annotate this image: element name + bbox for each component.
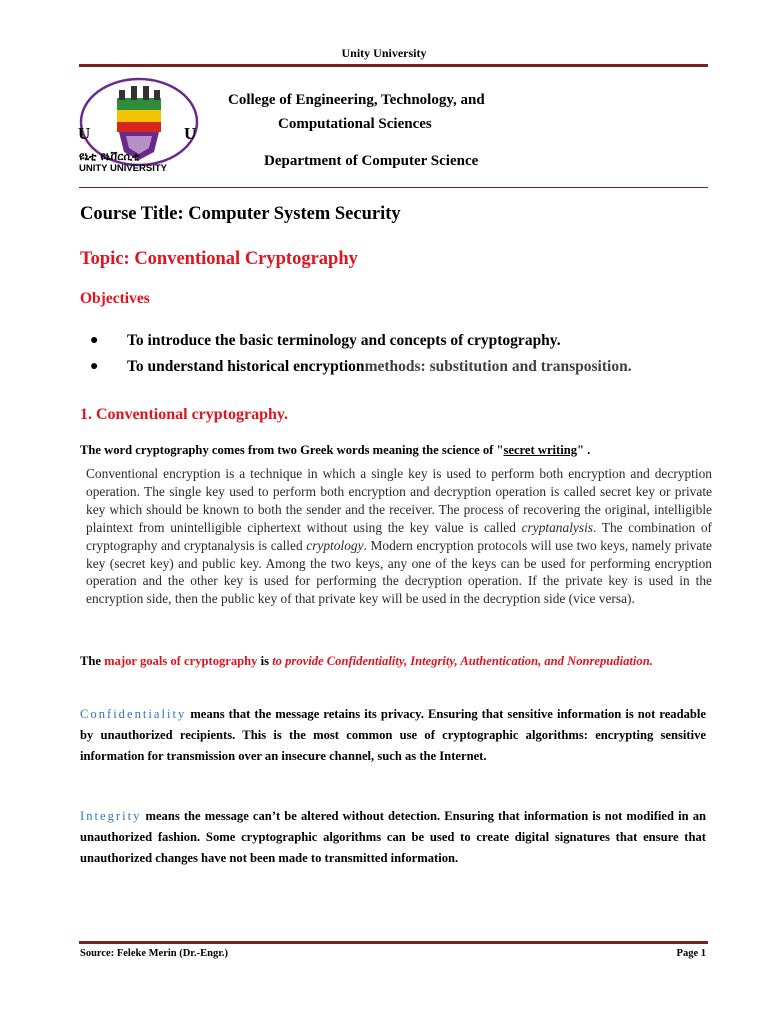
intro-underlined: secret writing <box>503 443 578 457</box>
department-name: Department of Computer Science <box>264 153 479 169</box>
integrity-paragraph <box>80 806 706 869</box>
bullet-icon: ● <box>90 359 99 374</box>
logo-english-text: UNITY UNIVERSITY <box>79 163 167 174</box>
goals-italic: to provide Confidentiality, Integrity, Authentication, and Nonrepudiation. <box>272 654 653 668</box>
course-title: Course Title: Computer System Security <box>80 204 401 224</box>
objective-item <box>90 328 632 354</box>
integrity-term: Integrity <box>80 809 142 823</box>
intro-sentence <box>80 443 590 458</box>
objective-text: To understand historical encryption <box>127 358 365 375</box>
topic-title: Topic: Conventional Cryptography <box>80 249 358 269</box>
header-rule-top <box>79 64 708 67</box>
objective-text: To introduce the basic terminology and concepts of cryptography. <box>127 332 561 349</box>
logo-amharic-text: ዩኒቲ ዩኒቨርሲቲ <box>79 150 140 163</box>
college-line-1: College of Engineering, Technology, and <box>228 92 485 108</box>
section-heading: 1. Conventional cryptography. <box>80 406 289 423</box>
logo-letter-right: U <box>184 124 197 143</box>
footer-rule <box>79 941 708 944</box>
intro-after: " . <box>577 443 591 457</box>
objectives-list <box>90 328 632 380</box>
college-line-2: Computational Sciences <box>278 116 432 132</box>
logo-letter-left: U <box>78 124 91 143</box>
college-name <box>228 88 485 136</box>
objective-text-grey: methods: substitution and transposition. <box>364 358 632 375</box>
confidentiality-term: Confidentiality <box>80 707 187 721</box>
footer-page-number: Page 1 <box>676 948 706 959</box>
goals-the: The <box>80 654 105 668</box>
footer-source: Source: Feleke Merin (Dr.-Engr.) <box>80 948 229 959</box>
goals-major: major goals of cryptography <box>104 654 258 668</box>
header-university: Unity University <box>341 46 427 60</box>
integrity-text: means the message can’t be altered without detection. Ensuring that information is not modified in an unauthorized fashion. Some cryptographic algorithms can be used to create digital signatures that ensure that unauthorized changes have not been made to transmitted information. <box>80 809 706 865</box>
confidentiality-paragraph <box>80 704 706 767</box>
goals-is: is <box>257 654 273 668</box>
scan-italic-1: cryptanalysis <box>521 519 593 535</box>
goals-paragraph <box>80 651 706 672</box>
scan-part-1: Conventional encryption is a technique in which a single key is used to perform both encryption and decryption operation. The single key used to perform both encryption and decryption operation is called secret key or private key which should be known to both the sender and the receiver. The process of recovering the original, intelligible plaintext from unintelligible ciphertext without using the key value is called <box>86 466 712 535</box>
scan-italic-2: cryptology <box>306 537 364 553</box>
intro-before: The word cryptography comes from two Greek words meaning the science of " <box>80 443 504 457</box>
bullet-icon: ● <box>90 333 99 348</box>
objective-item <box>90 354 632 380</box>
scan-part-3: . Modern encryption protocols will use two keys, namely private key (secret key) and public key. Among the two keys, any one of the keys can be used for performing encryption operation and the other key is used for performing the decryption operation. If the private key is used in the encryption side, then the public key of that private key will be used in the decryption side (vice versa). <box>86 537 712 607</box>
confidentiality-text: means that the message retains its privacy. Ensuring that sensitive information is not readable by unauthorized recipients. This is the most common use of cryptographic algorithms: encrypting sensitive information for transmission over an insecure channel, such as the Internet. <box>80 707 706 763</box>
objectives-heading: Objectives <box>80 290 150 307</box>
scanned-paragraph <box>86 465 712 608</box>
scan-part-2: . The combination of cryptography and cryptanalysis is called <box>86 519 712 553</box>
header-rule-bottom <box>79 187 708 188</box>
